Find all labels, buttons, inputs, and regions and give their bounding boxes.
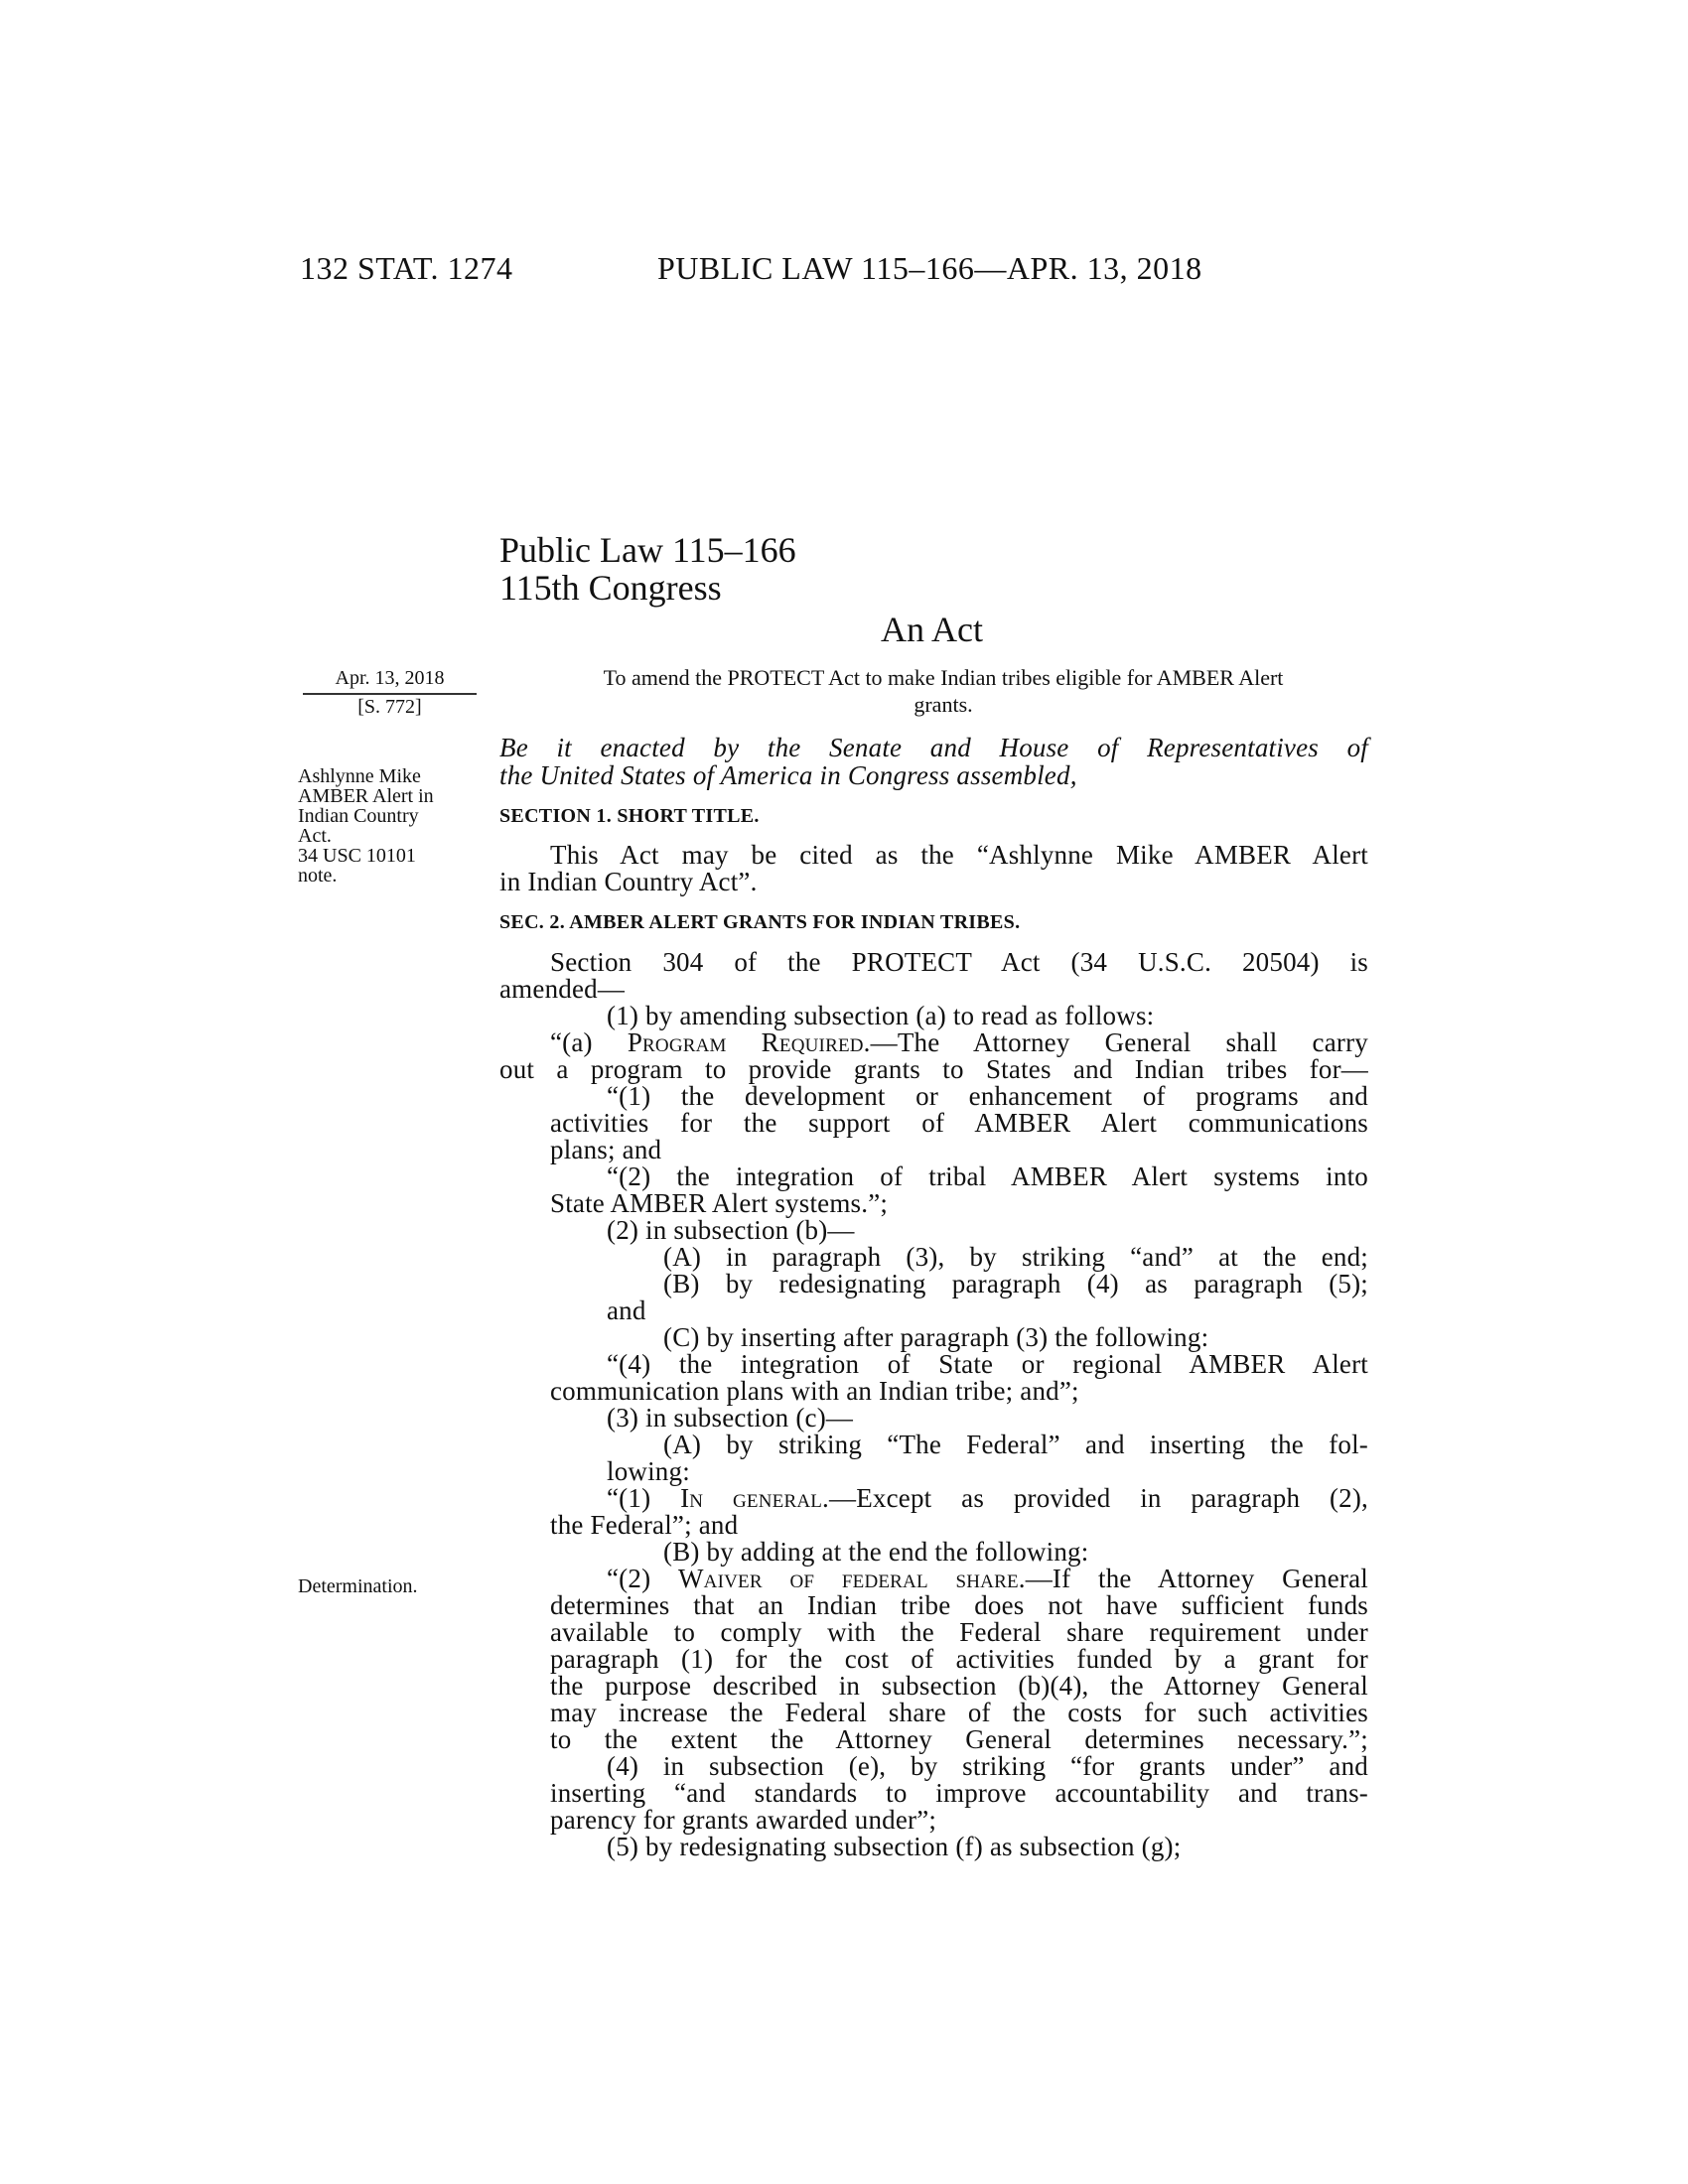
body-line: (B) by redesignating paragraph (4) as paragraph (5); [663,1269,1368,1298]
section-2-heading: SEC. 2. AMBER ALERT GRANTS FOR INDIAN TRIBES. [499,911,1021,933]
body-line: “(1) the development or enhancement of programs and [607,1081,1368,1111]
body-line: the Federal”; and [550,1510,739,1540]
body-line: (1) by amending subsection (a) to read as follows: [607,1001,1155,1030]
margin-note-short-title [298,766,477,886]
congress-number: 115th Congress [499,568,722,608]
body-line: (A) in paragraph (3), by striking “and” at the end; [663,1242,1368,1272]
body-line: “(4) the integration of State or regional AMBER Alert [607,1349,1368,1379]
body-line: paragraph (1) for the cost of activities funded by a grant for [550,1644,1368,1674]
page-stat-reference: 132 STAT. 1274 [300,250,513,286]
margin-note-line: AMBER Alert in [298,785,434,807]
section-1-heading: SECTION 1. SHORT TITLE. [499,805,760,827]
body-line: (4) in subsection (e), by striking “for grants under” and [607,1751,1368,1781]
public-law-number: Public Law 115–166 [499,530,796,570]
enactment-date: Apr. 13, 2018 [303,667,477,695]
quote-open: “(1) [607,1483,681,1513]
body-line: may increase the Federal share of the costs for such activities [550,1698,1368,1727]
section-1-text: in Indian Country Act”. [499,867,758,896]
body-line: amended— [499,974,626,1004]
heading-waiver-of-federal-share: Waiver of federal share [678,1564,1019,1593]
body-line: out a program to provide grants to States and Indian tribes for— [499,1054,1368,1084]
body-line: available to comply with the Federal share requirement under [550,1617,1368,1647]
margin-note-line: 34 USC 10101 [298,845,416,867]
body-line: (5) by redesignating subsection (f) as subsection (g); [607,1832,1182,1861]
body-line: “(2) the integration of tribal AMBER Alert systems into [607,1161,1368,1191]
body-line: communication plans with an Indian tribe; and”; [550,1376,1079,1406]
heading-text: .—The Attorney General shall carry [863,1027,1368,1057]
purpose-line-2: grants. [914,692,973,717]
margin-note-determination: Determination. [298,1575,418,1597]
margin-note-line: Act. [298,825,332,847]
body-line: State AMBER Alert systems.”; [550,1188,889,1218]
body-line: Section 304 of the PROTECT Act (34 U.S.C. 20504) is [550,947,1368,977]
body-line: activities for the support of AMBER Alert communications [550,1108,1368,1138]
margin-note-line: Ashlynne Mike [298,765,421,787]
heading-text: .—Except as provided in paragraph (2), [822,1483,1368,1513]
enacting-clause-line-1: Be it enacted by the Senate and House of Representatives of [499,733,1368,762]
body-line: the purpose described in subsection (b)(4), the Attorney General [550,1671,1368,1701]
heading-text: .—If the Attorney General [1018,1564,1368,1593]
running-head-law: PUBLIC LAW 115–166—APR. 13, 2018 [657,250,1202,286]
act-purpose [536,664,1350,718]
body-line: plans; and [550,1135,662,1164]
body-line: (2) in subsection (b)— [607,1215,855,1245]
enacting-clause-line-2: the United States of America in Congress assembled, [499,760,1077,790]
purpose-line-1: To amend the PROTECT Act to make Indian tribes eligible for AMBER Alert [603,665,1284,690]
quote-open: “(2) [607,1564,678,1593]
body-line: (B) by adding at the end the following: [663,1537,1089,1567]
body-line: and [607,1296,646,1325]
body-line: inserting “and standards to improve accountability and trans- [550,1778,1368,1808]
margin-note-line: Indian Country [298,805,419,827]
section-1-text: This Act may be cited as the “Ashlynne Mike AMBER Alert [550,840,1368,870]
quote-open: “(a) [550,1027,628,1057]
bill-number: [S. 772] [357,696,422,718]
margin-note-line: note. [298,865,338,887]
body-line: (A) by striking “The Federal” and inserting the fol- [663,1430,1368,1459]
body-line: (C) by inserting after paragraph (3) the following: [663,1322,1209,1352]
an-act-title: An Act [881,610,983,649]
body-line: determines that an Indian tribe does not have sufficient funds [550,1590,1368,1620]
body-line: parency for grants awarded under”; [550,1805,937,1835]
heading-program-required: Program Required [627,1027,864,1057]
body-line: lowing: [607,1456,690,1486]
heading-in-general: In general [680,1483,823,1513]
body-line: to the extent the Attorney General determines necessary.”; [550,1724,1368,1754]
body-line: (3) in subsection (c)— [607,1403,854,1433]
